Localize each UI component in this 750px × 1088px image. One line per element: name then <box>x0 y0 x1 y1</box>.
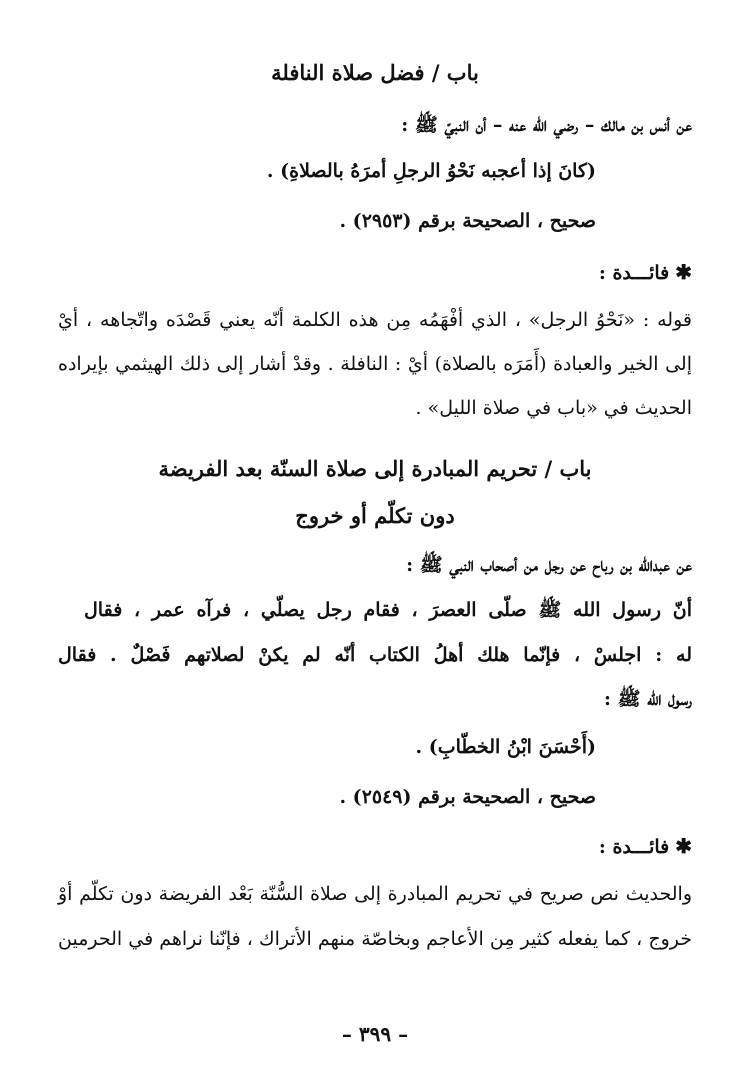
page-number: – ٣٩٩ – <box>341 1022 409 1046</box>
benefit-label-1: فائـــدة : <box>598 262 670 284</box>
grading-2: صحيح ، الصحيحة برقم (٢٥٤٩) . <box>339 786 596 808</box>
chapter-title-1: باب / فضل صلاة النافلة <box>271 60 479 85</box>
benefit-line: خروج ، كما يفعله كثير مِن الأعاجم وبخاصّة منهم الأتراك ، فإنّنا نراهم في الحرمين <box>58 928 692 950</box>
hadith-line: رسول الله ﷺ : <box>603 688 692 710</box>
benefit-line: الحديث في «باب في صلاة الليل» . <box>415 397 692 419</box>
benefit-line: والحديث نص صريح في تحريم المبادرة إلى صلاة السُّنّة بَعْد الفريضة دون تكلّم أوْ <box>58 883 692 905</box>
chapter-title-2-line-2: دون تكلّم أو خروج <box>295 503 455 528</box>
grading-1: صحيح ، الصحيحة برقم (٢٩٥٣) . <box>339 210 596 232</box>
asterisk-icon: ✱ <box>675 834 692 858</box>
hadith-intro-1: عن أنس بن مالك – رضي الله عنه – أن النبيّ ﷺ : <box>401 114 692 136</box>
hadith-intro-2: عن عبدالله بن رباح عن رجل من أصحاب النبي ﷺ : <box>406 554 692 576</box>
benefit-heading-2 <box>599 836 692 857</box>
hadith-line: له : اجلسْ ، فإنّما هلك أهلُ الكتاب أنّه لم يكنْ لصلاتهم فَصْلٌ . فقال <box>58 644 692 666</box>
chapter-title-2-line-1: باب / تحريم المبادرة إلى صلاة السنّة بعد الفريضة <box>158 456 592 481</box>
asterisk-icon: ✱ <box>675 260 692 284</box>
benefit-label-2: فائـــدة : <box>598 836 670 858</box>
benefit-heading-1 <box>599 262 692 283</box>
benefit-line: إلى الخير والعبادة (أَمَرَه بالصلاة) أيْ : النافلة . وقدْ أشار إلى ذلك الهيثمي بإيراده <box>58 353 692 375</box>
hadith-text-1: (كانَ إذا أعجبه نَحْوُ الرجلِ أمرَهُ بالصلاةِ) . <box>266 160 596 182</box>
hadith-quote-2: (أَحْسَنَ ابْنُ الخطّابِ) . <box>415 736 596 758</box>
hadith-line: أنّ رسول الله ﷺ صلّى العصرَ ، فقام رجل يصلّي ، فرآه عمر ، فقال <box>84 599 692 621</box>
benefit-line: قوله : «نَحْوُ الرجل» ، الذي أفْهَمُه مِن هذه الكلمة أنّه يعني قَصْدَه واتّجاهه ، أيْ <box>58 309 692 331</box>
